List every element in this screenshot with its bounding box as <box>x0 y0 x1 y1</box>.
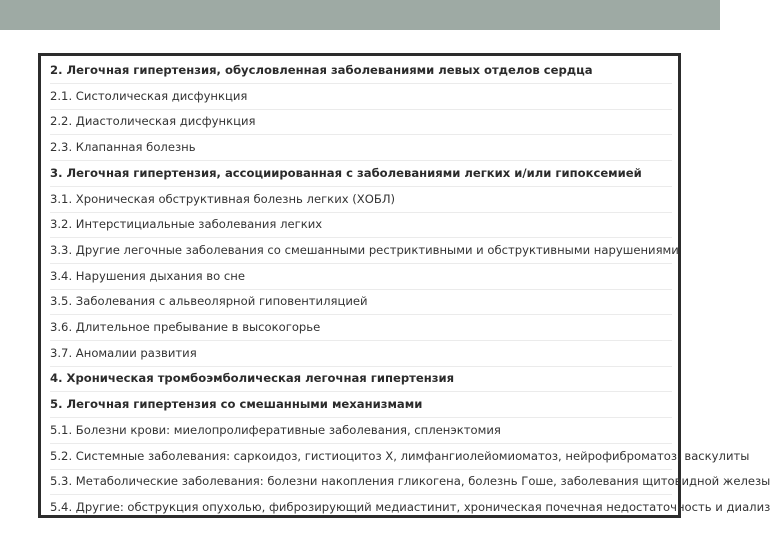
table-row: 5.4. Другие: обструкция опухолью, фиброзирующий медиастинит, хроническая почечная недостаточность и диализ <box>50 499 770 514</box>
section-heading-row: 2. Легочная гипертензия, обусловленная заболеваниями левых отделов сердца <box>50 58 672 84</box>
table-row: 3.2. Интерстициальные заболевания легких <box>50 212 672 238</box>
table-row: 2.3. Клапанная болезнь <box>50 135 672 161</box>
top-decorative-band <box>0 0 720 30</box>
table-row: 5.3. Метаболические заболевания: болезни накопления гликогена, болезнь Гоше, заболевания щитовидной железы <box>50 469 672 495</box>
table-row: 2.1. Систолическая дисфункция <box>50 84 672 110</box>
section-heading-row: 5. Легочная гипертензия со смешанными механизмами <box>50 392 672 418</box>
table-row: 3.4. Нарушения дыхания во сне <box>50 264 672 290</box>
table-row: 3.6. Длительное пребывание в высокогорье <box>50 315 672 341</box>
table-row: 5.2. Системные заболевания: саркоидоз, гистиоцитоз X, лимфангиолейомиоматоз, нейрофиброматоз, васкулиты <box>50 444 672 470</box>
table-row: 3.7. Аномалии развития <box>50 341 672 367</box>
classification-table <box>38 53 770 518</box>
table-row: 2.2. Диастолическая дисфункция <box>50 109 672 135</box>
table-row: 3.1. Хроническая обструктивная болезнь легких (ХОБЛ) <box>50 187 672 213</box>
section-heading-row: 3. Легочная гипертензия, ассоциированная с заболеваниями легких и/или гипоксемией <box>50 161 672 187</box>
table-row: 5.1. Болезни крови: миелопролиферативные заболевания, спленэктомия <box>50 418 672 444</box>
table-row: 3.5. Заболевания с альвеолярной гиповентиляцией <box>50 289 672 315</box>
section-heading-row: 4. Хроническая тромбоэмболическая легочная гипертензия <box>50 366 672 392</box>
table-row: 3.3. Другие легочные заболевания со смешанными рестриктивными и обструктивными нарушениями <box>50 238 672 264</box>
